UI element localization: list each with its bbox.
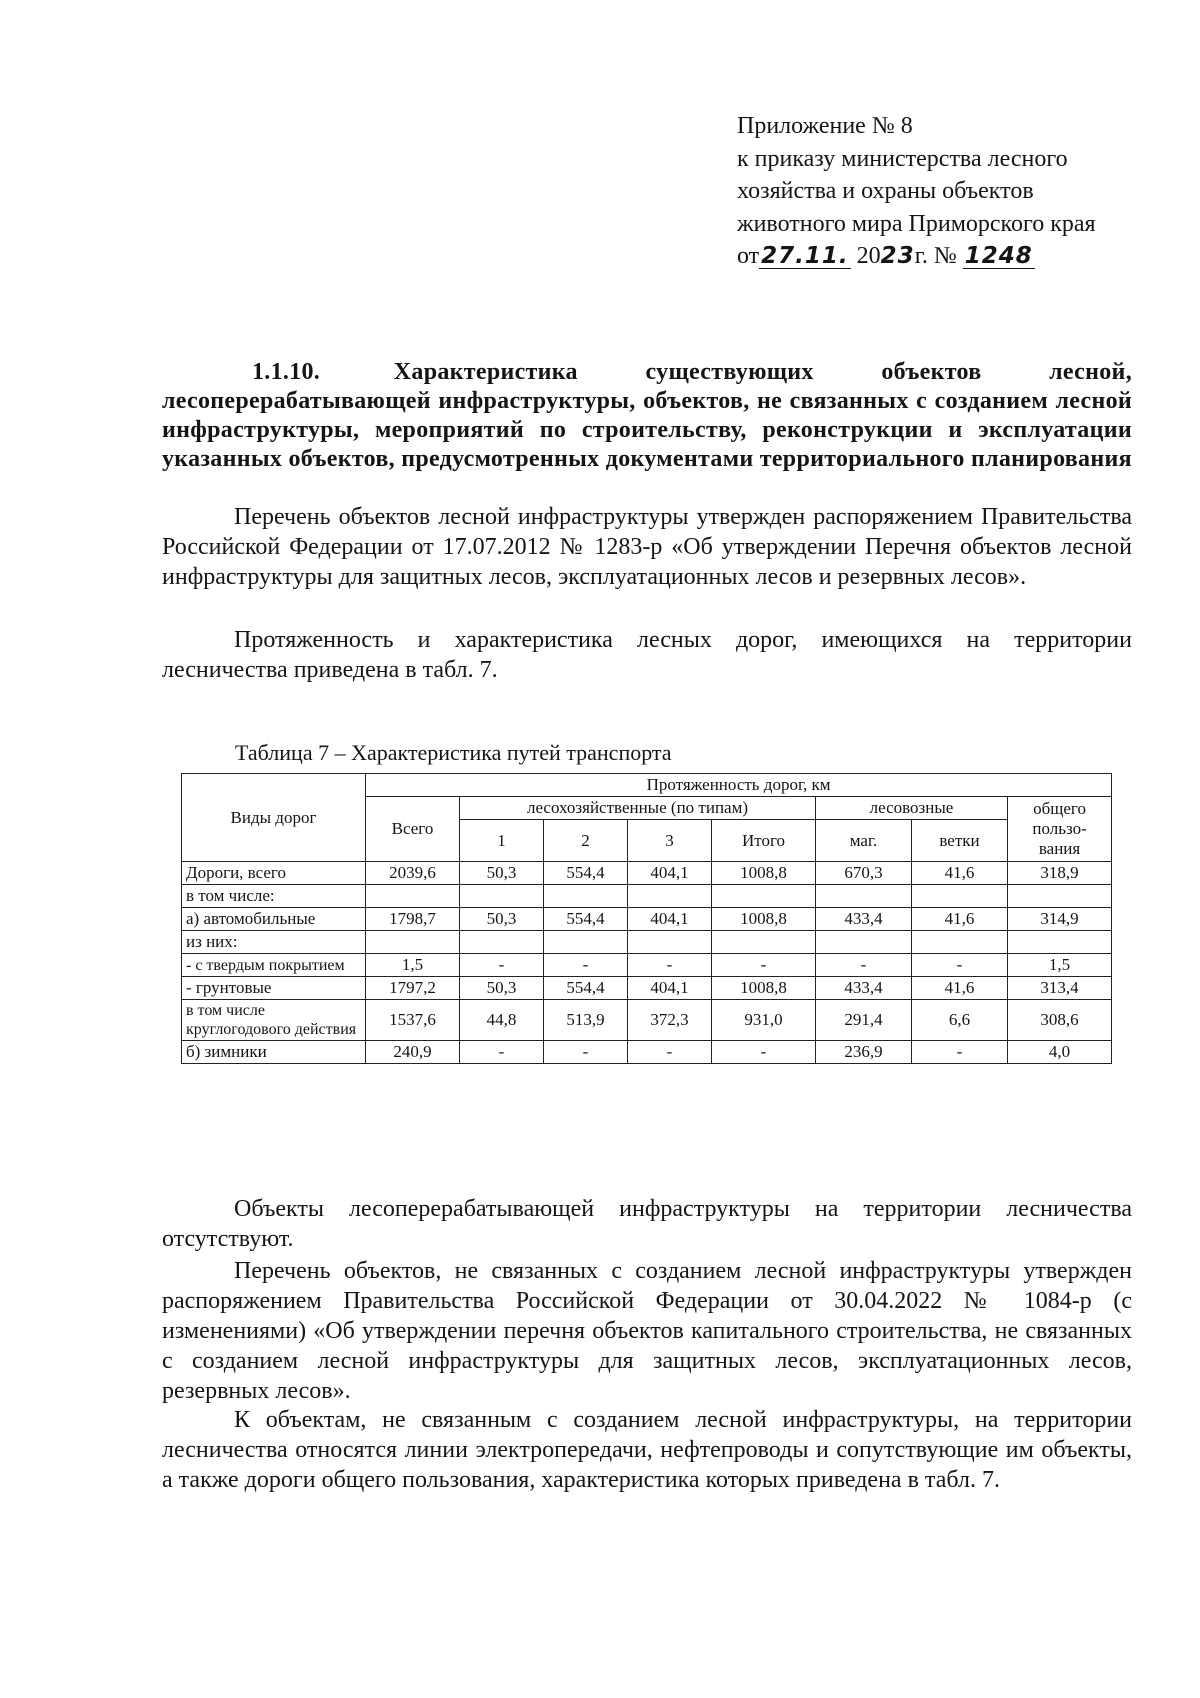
table-cell: 41,6	[912, 977, 1008, 1000]
table-cell	[544, 931, 628, 954]
table-row	[182, 908, 1112, 931]
row-label: в том числе круглогодового действия	[182, 1000, 366, 1041]
table-cell: 6,6	[912, 1000, 1008, 1041]
table-cell: -	[460, 954, 544, 977]
table-row	[182, 931, 1112, 954]
table-cell: -	[628, 954, 712, 977]
table-cell	[712, 931, 816, 954]
table-cell: 50,3	[460, 977, 544, 1000]
table-cell	[912, 931, 1008, 954]
table-cell: 318,9	[1008, 862, 1112, 885]
year-suffix: г. №	[914, 243, 957, 269]
table-cell: 50,3	[460, 908, 544, 931]
header-branches: ветки	[912, 820, 1008, 862]
appendix-block	[737, 110, 1137, 273]
header-forestry: лесохозяйственные (по типам)	[460, 797, 816, 820]
header-length: Протяженность дорог, км	[366, 774, 1112, 797]
header-type-1: 1	[460, 820, 544, 862]
header-road-types: Виды дорог	[182, 774, 366, 862]
table-cell: 4,0	[1008, 1041, 1112, 1064]
table-cell: 433,4	[816, 977, 912, 1000]
table-cell	[628, 931, 712, 954]
table-cell: 314,9	[1008, 908, 1112, 931]
table-cell	[816, 931, 912, 954]
table-cell	[816, 885, 912, 908]
row-label: - с твердым покрытием	[182, 954, 366, 977]
table-row	[182, 862, 1112, 885]
table-cell: 1,5	[366, 954, 460, 977]
row-label: - грунтовые	[182, 977, 366, 1000]
table-cell: 313,4	[1008, 977, 1112, 1000]
appendix-line: к приказу министерства лесного	[737, 145, 1068, 172]
table-row	[182, 1000, 1112, 1041]
table-row	[182, 954, 1112, 977]
row-label: Дороги, всего	[182, 862, 366, 885]
table-cell: 44,8	[460, 1000, 544, 1041]
table-cell: 1798,7	[366, 908, 460, 931]
table-row	[182, 977, 1112, 1000]
section-number: 1.1.10.	[252, 359, 321, 385]
table-cell	[912, 885, 1008, 908]
table-cell: 2039,6	[366, 862, 460, 885]
table-cell: -	[460, 1041, 544, 1064]
row-label: в том числе:	[182, 885, 366, 908]
table-cell: 41,6	[912, 908, 1008, 931]
section-title: Характеристика существующих объектов лесной, лесоперерабатывающей инфраструктуры, объектов, не связанных с созданием лесной инфраструктуры, мероприятий по строительству, реконструкции и эксплуатации указанных объектов, предусмотренных документами территориального планирования	[162, 359, 1132, 472]
header-total: Всего	[366, 797, 460, 862]
year-prefix: 20	[856, 243, 881, 269]
table-cell	[460, 931, 544, 954]
header-type-2: 2	[544, 820, 628, 862]
table-cell: -	[544, 1041, 628, 1064]
header-subtotal: Итого	[712, 820, 816, 862]
table-cell: 1797,2	[366, 977, 460, 1000]
header-main: маг.	[816, 820, 912, 862]
order-date-line	[737, 240, 1137, 273]
table-caption: Таблица 7 – Характеристика путей транспорта	[235, 740, 672, 765]
table-cell	[1008, 931, 1112, 954]
table-cell	[712, 885, 816, 908]
table-cell: -	[712, 1041, 816, 1064]
handwritten-order-number: 1248	[964, 243, 1033, 269]
paragraph: К объектам, не связанным с созданием лесной инфраструктуры, на территории лесничества относятся линии электропередачи, нефтепроводы и сопутствующие им объекты, а также дороги общего пользования, характеристика которых приведена в табл. 7.	[162, 1407, 1132, 1493]
table-cell: 291,4	[816, 1000, 912, 1041]
table-cell: 1008,8	[712, 862, 816, 885]
table-row	[182, 885, 1112, 908]
table-row	[182, 1041, 1112, 1064]
table-cell: -	[912, 954, 1008, 977]
row-label: а) автомобильные	[182, 908, 366, 931]
handwritten-year: 23	[880, 243, 915, 269]
table-cell	[366, 885, 460, 908]
table-cell: 236,9	[816, 1041, 912, 1064]
section-heading	[162, 358, 1132, 474]
table-cell: 41,6	[912, 862, 1008, 885]
table-cell: 554,4	[544, 977, 628, 1000]
table-cell: -	[912, 1041, 1008, 1064]
table-cell: -	[628, 1041, 712, 1064]
table-cell: 513,9	[544, 1000, 628, 1041]
table-cell: 1008,8	[712, 908, 816, 931]
header-logging: лесовозные	[816, 797, 1008, 820]
appendix-line: хозяйства и охраны объектов	[737, 178, 1034, 204]
table-cell: 1537,6	[366, 1000, 460, 1041]
paragraph: Перечень объектов, не связанных с созданием лесной инфраструктуры утвержден распоряжением Правительства Российской Федерации от 30.04.2022 № 1084-р (с изменениями) «Об утверждении перечня объектов капитального строительства, не связанных с созданием лесной инфраструктуры для защитных лесов, эксплуатационных лесов, резервных лесов».	[162, 1258, 1132, 1404]
table-cell: 404,1	[628, 908, 712, 931]
table-cell: 554,4	[544, 908, 628, 931]
table-cell: 50,3	[460, 862, 544, 885]
table-cell: 404,1	[628, 977, 712, 1000]
paragraph: Объекты лесоперерабатывающей инфраструктуры на территории лесничества отсутствуют.	[162, 1196, 1132, 1252]
table-cell: 931,0	[712, 1000, 816, 1041]
row-label: б) зимники	[182, 1041, 366, 1064]
table-cell: 433,4	[816, 908, 912, 931]
table-cell: 1008,8	[712, 977, 816, 1000]
table-cell: 1,5	[1008, 954, 1112, 977]
table-cell: 240,9	[366, 1041, 460, 1064]
date-prefix: от	[737, 243, 760, 269]
table-cell: 372,3	[628, 1000, 712, 1041]
table-cell: -	[816, 954, 912, 977]
paragraph: Перечень объектов лесной инфраструктуры утвержден распоряжением Правительства Российской Федерации от 17.07.2012 № 1283-р «Об утверждении Перечня объектов лесной инфраструктуры для защитных лесов, эксплуатационных лесов и резервных лесов».	[162, 504, 1132, 590]
roads-table	[181, 773, 1112, 1064]
handwritten-date: 27.11.	[761, 243, 849, 269]
header-type-3: 3	[628, 820, 712, 862]
table-cell: -	[544, 954, 628, 977]
table-cell	[1008, 885, 1112, 908]
table-cell: 404,1	[628, 862, 712, 885]
appendix-line: животного мира Приморского края	[737, 210, 1096, 237]
paragraph: Протяженность и характеристика лесных дорог, имеющихся на территории лесничества приведена в табл. 7.	[162, 627, 1132, 683]
table-cell: 308,6	[1008, 1000, 1112, 1041]
table-cell	[366, 931, 460, 954]
table-cell: 554,4	[544, 862, 628, 885]
table-cell	[460, 885, 544, 908]
row-label: из них:	[182, 931, 366, 954]
appendix-line: Приложение № 8	[737, 113, 913, 139]
table-cell	[544, 885, 628, 908]
table-cell: -	[712, 954, 816, 977]
table-cell	[628, 885, 712, 908]
table-cell: 670,3	[816, 862, 912, 885]
header-public: общего пользо-вания	[1008, 797, 1112, 862]
